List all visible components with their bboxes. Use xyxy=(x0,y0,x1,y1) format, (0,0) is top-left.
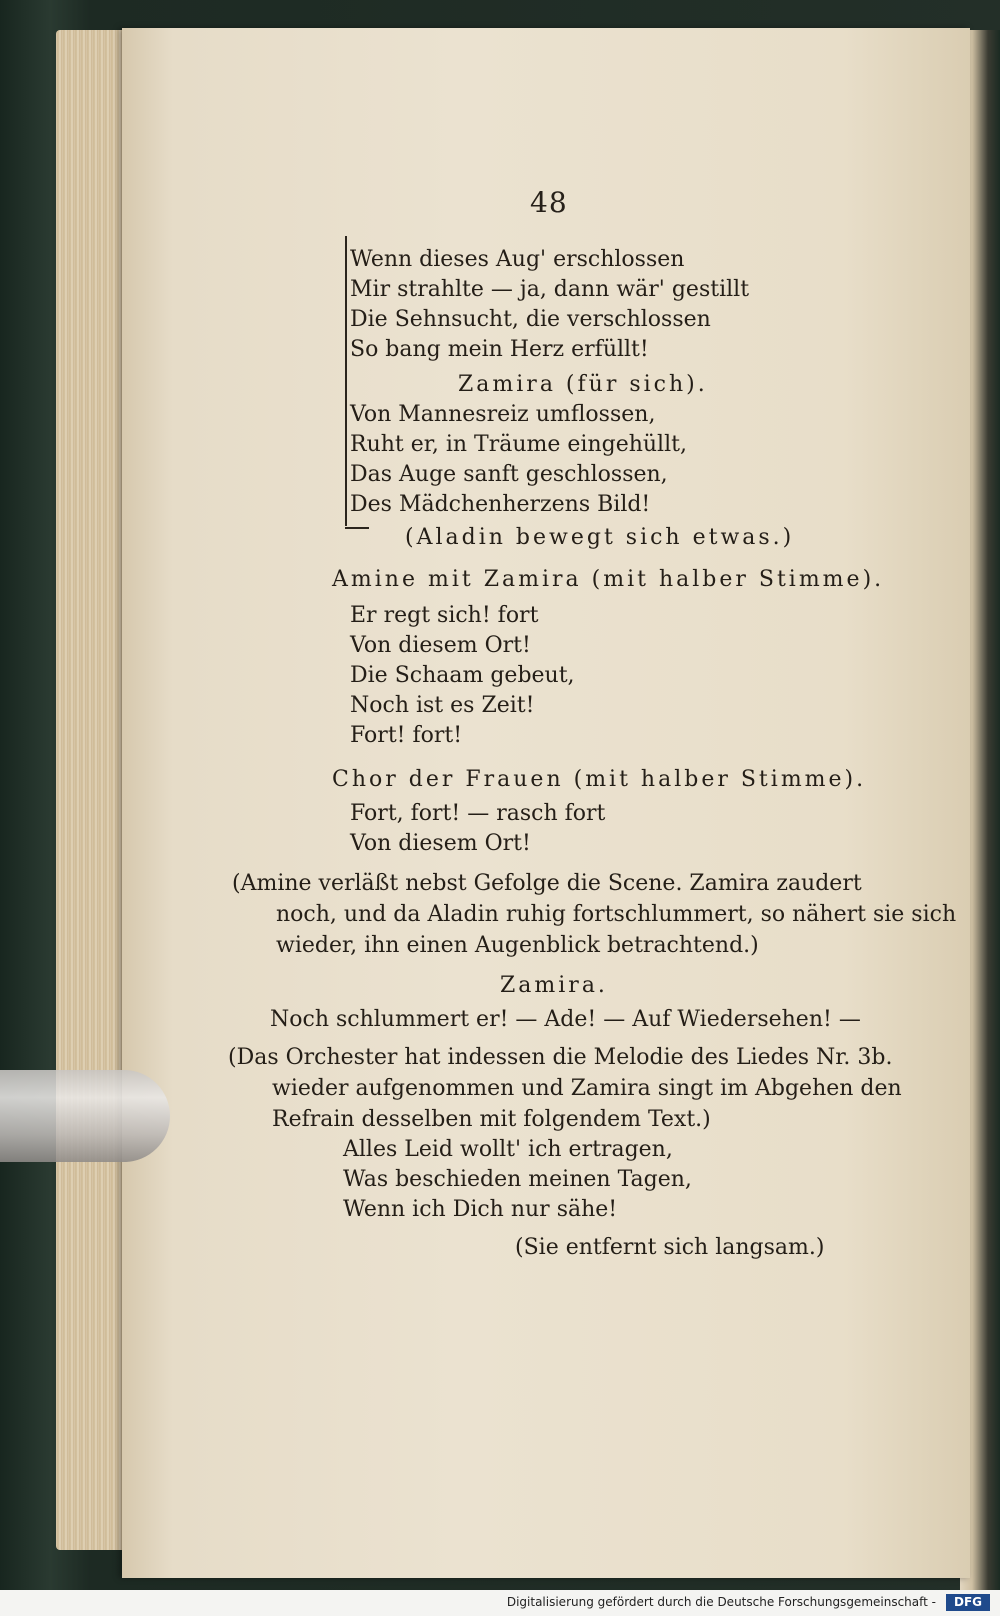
stage-direction: wieder, ihn einen Augenblick betrachtend.) xyxy=(276,933,759,958)
text-line: Fort! fort! xyxy=(350,723,463,748)
text-line: Noch schlummert er! — Ade! — Auf Wiedersehen! — xyxy=(270,1007,861,1032)
text-line: Das Auge sanft geschlossen, xyxy=(350,462,668,487)
speaker-label: Chor der Frauen (mit halber Stimme). xyxy=(332,767,867,792)
page-number: 48 xyxy=(530,186,568,219)
stage-direction: noch, und da Aladin ruhig fortschlummert, so nähert sie sich xyxy=(276,902,957,927)
stage-direction: Refrain desselben mit folgendem Text.) xyxy=(272,1107,711,1132)
text-line: Von diesem Ort! xyxy=(350,633,531,658)
text-line: Fort, fort! — rasch fort xyxy=(350,801,606,826)
text-line: Er regt sich! fort xyxy=(350,603,539,628)
stage-direction: wieder aufgenommen und Zamira singt im Abgehen den xyxy=(272,1076,902,1101)
text-line: Des Mädchenherzens Bild! xyxy=(350,492,651,517)
stage-direction: (Amine verläßt nebst Gefolge die Scene. Zamira zaudert xyxy=(232,871,862,896)
dfg-logo: DFG xyxy=(946,1594,990,1611)
text-line: So bang mein Herz erfüllt! xyxy=(350,337,649,362)
verse-bracket-cap xyxy=(345,527,369,529)
text-line: Ruht er, in Träume eingehüllt, xyxy=(350,432,687,457)
text-line: Die Schaam gebeut, xyxy=(350,663,575,688)
text-line: Von diesem Ort! xyxy=(350,831,531,856)
text-line: Alles Leid wollt' ich ertragen, xyxy=(343,1137,673,1162)
text-line: Mir strahlte — ja, dann wär' gestillt xyxy=(350,277,750,302)
text-line: Die Sehnsucht, die verschlossen xyxy=(350,307,711,332)
speaker-label: Amine mit Zamira (mit halber Stimme). xyxy=(332,567,885,592)
stage-direction: (Aladin bewegt sich etwas.) xyxy=(405,525,795,550)
text-line: Wenn ich Dich nur sähe! xyxy=(343,1197,618,1222)
stage-direction: (Sie entfernt sich langsam.) xyxy=(515,1235,825,1260)
scanner-thumb-clip xyxy=(0,1070,170,1162)
text-line: Von Mannesreiz umflossen, xyxy=(350,402,656,427)
text-line: Wenn dieses Aug' erschlossen xyxy=(350,247,685,272)
text-line: Noch ist es Zeit! xyxy=(350,693,535,718)
speaker-label: Zamira. xyxy=(500,973,608,998)
stage-direction: (Das Orchester hat indessen die Melodie des Liedes Nr. 3b. xyxy=(228,1045,893,1070)
speaker-label: Zamira (für sich). xyxy=(458,372,708,397)
footer-credit: Digitalisierung gefördert durch die Deutsche Forschungsgemeinschaft - xyxy=(506,1595,936,1609)
text-line: Was beschieden meinen Tagen, xyxy=(343,1167,692,1192)
